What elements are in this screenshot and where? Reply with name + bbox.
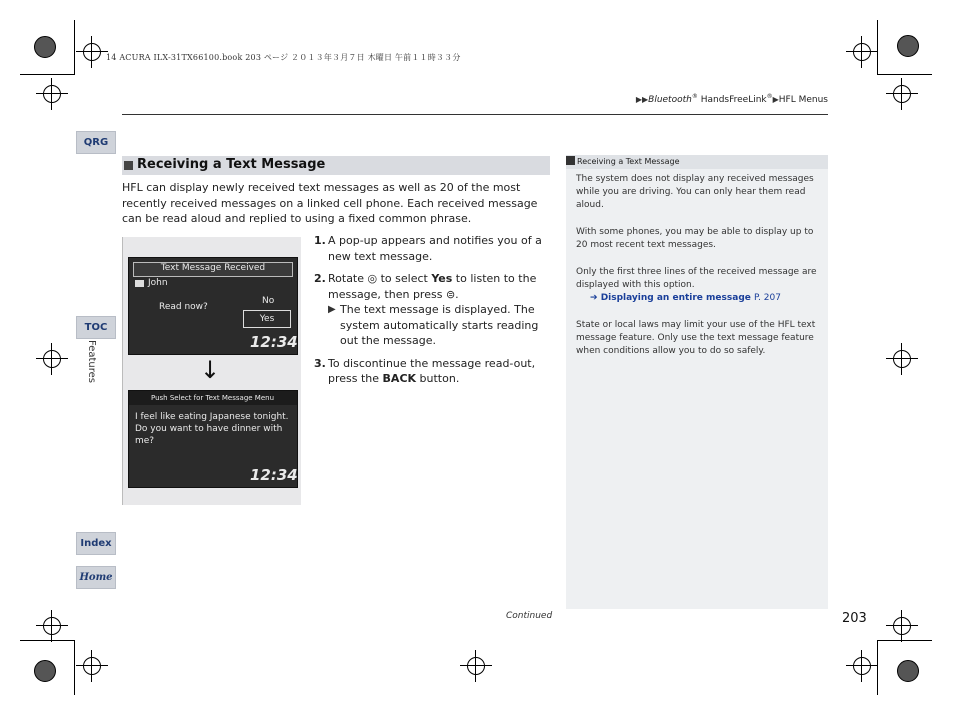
steps-list: [314, 233, 552, 394]
home-button[interactable]: Home: [76, 566, 116, 589]
registration-dial-icon: [897, 660, 919, 682]
step-1: [314, 233, 552, 264]
index-button[interactable]: Index: [76, 532, 116, 555]
notes-heading: [566, 155, 828, 169]
screen2-message: I feel like eating Japanese tonight. Do you want to have dinner with me?: [135, 412, 289, 446]
breadcrumb-handsfreelink: HandsFreeLink: [697, 95, 767, 105]
toc-button[interactable]: TOC: [76, 316, 116, 339]
screen2-clock: 12:34: [250, 466, 298, 484]
breadcrumb: ▶▶Bluetooth® HandsFreeLink®▶HFL Menus: [635, 93, 828, 105]
step-text: To discontinue the message read-out, press the: [328, 356, 536, 385]
note-paragraph: State or local laws may limit your use of the HFL text message feature. Only use the text message feature when conditions allow you to do so safely.: [576, 320, 816, 356]
screen1-clock: 12:34: [250, 333, 298, 351]
crop-target-icon: [43, 85, 61, 103]
section-title: Receiving a Text Message: [137, 157, 326, 172]
note-paragraph: With some phones, you may be able to display up to 20 most recent text messages.: [576, 227, 814, 250]
breadcrumb-reg-mark: ®: [766, 93, 773, 100]
down-arrow-icon: ↓: [200, 356, 221, 384]
crop-line: [877, 20, 878, 75]
screen-text-received: [128, 257, 298, 355]
registration-dial-icon: [34, 36, 56, 58]
screen1-sender: John: [148, 278, 168, 288]
screen1-option-yes: Yes: [243, 310, 291, 328]
page-number: 203: [842, 611, 867, 626]
cross-reference-text[interactable]: Displaying an entire message: [600, 293, 751, 303]
step-result-text: The text message is displayed. The system automatically starts reading out the message.: [340, 303, 539, 347]
crop-target-icon: [893, 350, 911, 368]
crop-target-icon: [43, 617, 61, 635]
envelope-icon: [135, 280, 144, 287]
section-heading: [122, 156, 550, 175]
crop-line: [877, 640, 932, 641]
step-3: [314, 356, 552, 387]
crop-target-icon: [83, 43, 101, 61]
screen-message: [128, 390, 298, 488]
step-text: to listen to the message, then press: [328, 272, 537, 301]
press-icon: ⊜: [445, 287, 456, 301]
step-keyword-back: BACK: [382, 372, 417, 385]
step-2: [314, 271, 552, 349]
step-text: Rotate: [328, 272, 368, 285]
step-number: 1.: [314, 234, 326, 247]
step-number: 3.: [314, 356, 326, 370]
breadcrumb-bluetooth: Bluetooth: [648, 95, 692, 105]
file-header: 14 ACURA ILX-31TX66100.book 203 ページ ２０１３年３月７日 木曜日 午前１１時３３分: [106, 53, 461, 62]
registration-dial-icon: [34, 660, 56, 682]
screen1-option-no: No: [262, 296, 275, 306]
notes-panel: [566, 155, 828, 609]
step-keyword-yes: Yes: [431, 272, 453, 285]
crop-line: [74, 20, 75, 75]
step-number: 2.: [314, 272, 326, 285]
sidebar-section-label: Features: [86, 340, 97, 383]
step-text: .: [455, 287, 459, 301]
crop-line: [877, 640, 878, 695]
registration-dial-icon: [897, 35, 919, 57]
notes-heading-text: Receiving a Text Message: [577, 157, 680, 166]
note-icon: [566, 156, 575, 165]
crop-line: [877, 74, 932, 75]
crop-target-icon: [43, 350, 61, 368]
interface-dial-icon: ◎: [367, 272, 378, 285]
section-marker-icon: [124, 161, 133, 170]
step-text: button.: [416, 372, 460, 385]
crop-line: [20, 640, 75, 641]
header-rule: [122, 114, 828, 115]
qrg-button[interactable]: QRG: [76, 131, 116, 154]
step-text: A pop-up appears and notifies you of a new text message.: [328, 234, 542, 263]
step-2-result: [328, 302, 552, 349]
crop-target-icon: [83, 657, 101, 675]
note-paragraph: The system does not display any received messages while you are driving. You can only hear them read aloud.: [576, 174, 814, 210]
crop-line: [74, 640, 75, 695]
breadcrumb-hfl-menus: HFL Menus: [778, 95, 828, 105]
step-text: to select: [377, 272, 432, 285]
cross-reference-page[interactable]: P. 207: [754, 293, 781, 303]
crop-target-icon: [467, 657, 485, 675]
crop-target-icon: [893, 617, 911, 635]
crop-line: [20, 74, 75, 75]
link-arrow-icon: ➔: [590, 293, 601, 303]
crop-target-icon: [853, 657, 871, 675]
triangle-icon: ▶: [328, 304, 336, 315]
crop-target-icon: [853, 43, 871, 61]
intro-paragraph: HFL can display newly received text messages as well as 20 of the most recently received messages on a linked cell phone. Each received message can be read aloud and replied to using a fixed common phrase.: [122, 181, 538, 225]
continued-label: Continued: [506, 611, 553, 621]
breadcrumb-reg-mark: ®: [691, 93, 698, 100]
screen1-title: Text Message Received: [160, 263, 266, 273]
crop-target-icon: [893, 85, 911, 103]
screen1-prompt: Read now?: [159, 302, 208, 312]
screen2-title: Push Select for Text Message Menu: [151, 394, 275, 402]
cross-reference-link[interactable]: [576, 292, 820, 305]
note-paragraph: Only the first three lines of the received message are displayed with this option.: [576, 267, 817, 290]
